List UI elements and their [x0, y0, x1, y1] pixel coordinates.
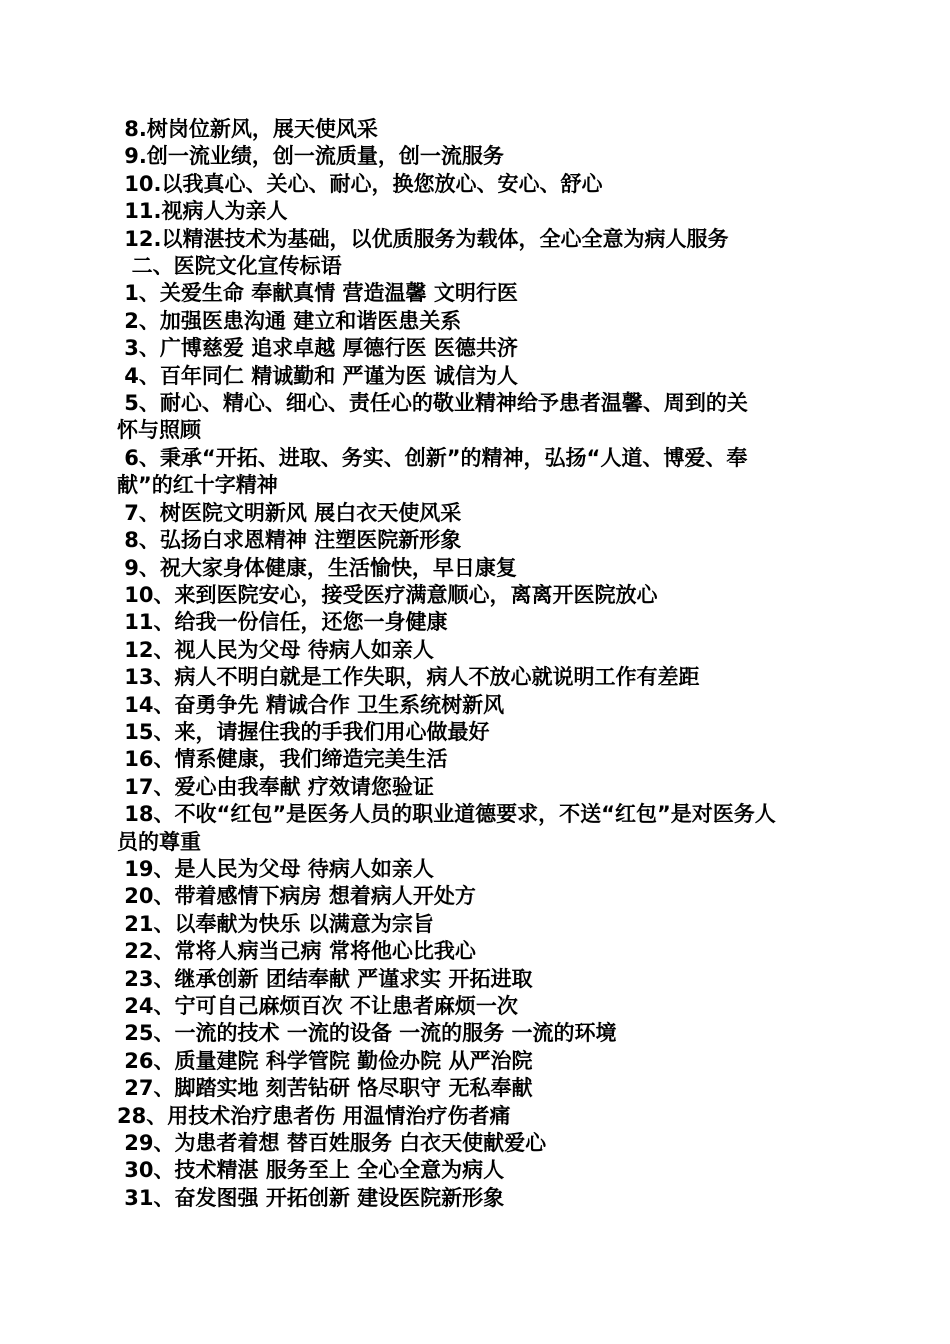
text-line: 10、来到医院安心，接受医疗满意顺心，离离开医院放心 [117, 582, 658, 607]
text-line: 4、百年同仁 精诚勤和 严谨为医 诚信为人 [117, 363, 518, 388]
text-line: 7、树医院文明新风 展白衣天使风采 [117, 500, 462, 525]
text-line: 16、情系健康，我们缔造完美生活 [117, 747, 448, 772]
text-line: 18、不收“红包”是医务人员的职业道德要求，不送“红包”是对医务人 [117, 802, 776, 827]
text-line: 2、加强医患沟通 建立和谐医患关系 [117, 308, 462, 333]
text-line: 11.视病人为亲人 [117, 199, 288, 224]
text-line: 31、奋发图强 开拓创新 建设医院新形象 [117, 1185, 505, 1210]
text-line: 员的尊重 [117, 829, 201, 854]
text-line: 27、脚踏实地 刻苦钻研 恪尽职守 无私奉献 [117, 1076, 533, 1101]
text-line: 献”的红十字精神 [117, 473, 278, 498]
text-line: 怀与照顾 [117, 418, 201, 443]
text-line: 9、祝大家身体健康，生活愉快，早日康复 [117, 555, 517, 580]
text-line: 22、常将人病当己病 常将他心比我心 [117, 939, 476, 964]
text-line: 6、秉承“开拓、进取、务实、创新”的精神，弘扬“人道、博爱、奉 [117, 445, 748, 470]
text-line: 9.创一流业绩，创一流质量，创一流服务 [117, 144, 504, 169]
text-line: 8、弘扬白求恩精神 注塑医院新形象 [117, 528, 462, 553]
text-line: 26、质量建院 科学管院 勤俭办院 从严治院 [117, 1048, 533, 1073]
text-line: 5、耐心、精心、细心、责任心的敬业精神给予患者温馨、周到的关 [117, 391, 748, 416]
text-line: 3、广博慈爱 追求卓越 厚德行医 医德共济 [117, 336, 518, 361]
text-line: 28、用技术治疗患者伤 用温情治疗伤者痛 [117, 1103, 511, 1128]
text-line: 21、以奉献为快乐 以满意为宗旨 [117, 911, 434, 936]
text-line: 25、一流的技术 一流的设备 一流的服务 一流的环境 [117, 1021, 617, 1046]
text-line: 14、奋勇争先 精诚合作 卫生系统树新风 [117, 692, 505, 717]
text-line: 20、带着感情下病房 想着病人开处方 [117, 884, 476, 909]
text-line: 12、视人民为父母 待病人如亲人 [117, 637, 434, 662]
text-line: 10.以我真心、关心、耐心，换您放心、安心、舒心 [117, 171, 603, 196]
text-line: 13、病人不明白就是工作失职，病人不放心就说明工作有差距 [117, 665, 700, 690]
text-line: 30、技术精湛 服务至上 全心全意为病人 [117, 1158, 505, 1183]
text-line: 12.以精湛技术为基础，以优质服务为载体，全心全意为病人服务 [117, 226, 729, 251]
document-text-body [117, 116, 832, 1212]
text-line: 17、爱心由我奉献 疗效请您验证 [117, 774, 434, 799]
text-line: 29、为患者着想 替百姓服务 白衣天使献爱心 [117, 1131, 547, 1156]
text-line: 1、关爱生命 奉献真情 营造温馨 文明行医 [117, 281, 518, 306]
text-line: 24、宁可自己麻烦百次 不让患者麻烦一次 [117, 994, 518, 1018]
text-line: 19、是人民为父母 待病人如亲人 [117, 856, 434, 881]
text-line: 23、继承创新 团结奉献 严谨求实 开拓进取 [117, 966, 533, 991]
text-line: 11、给我一份信任，还您一身健康 [117, 610, 448, 635]
text-line: 8.树岗位新风，展天使风采 [117, 117, 378, 141]
text-line: 15、来，请握住我的手我们用心做最好 [117, 719, 490, 744]
text-line: 二、医院文化宣传标语 [117, 254, 342, 279]
